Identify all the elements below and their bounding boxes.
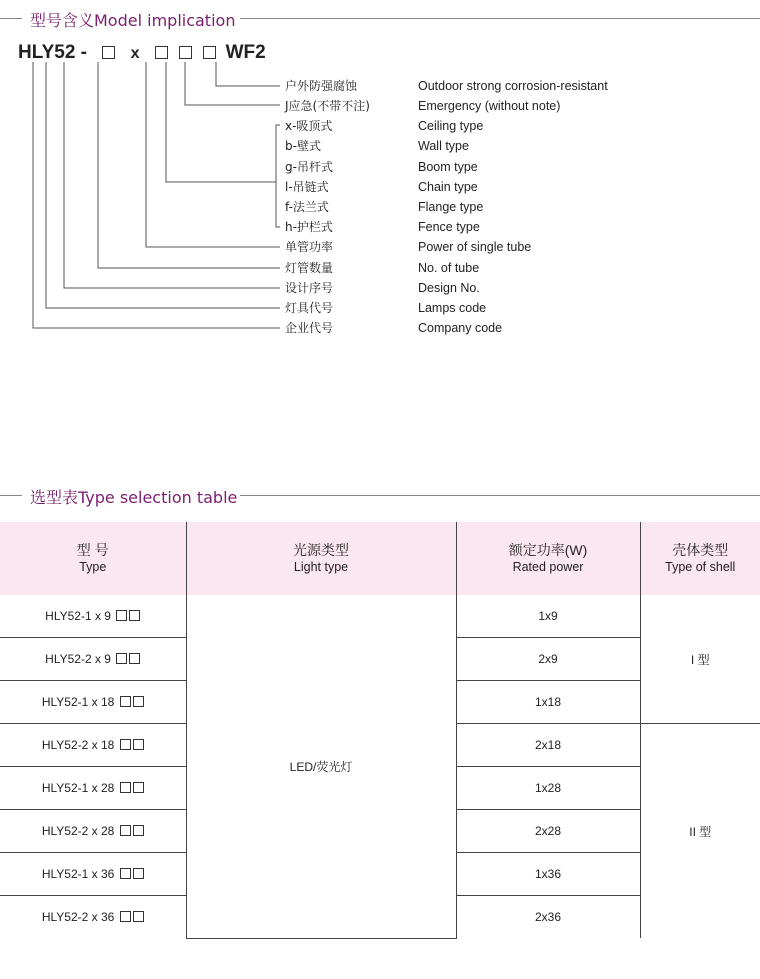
type-cell xyxy=(0,638,186,681)
item-cn: 灯管数量 xyxy=(285,261,334,275)
section-rule-right xyxy=(240,495,760,496)
shell-type-cell: II 型 xyxy=(689,824,712,839)
placeholder-box xyxy=(120,868,131,879)
placeholder-box xyxy=(133,868,144,879)
item-cn: 单管功率 xyxy=(285,240,334,254)
model-connector-lines xyxy=(0,0,760,350)
power-cell: 2x36 xyxy=(456,896,640,939)
item-cn: 企业代号 xyxy=(285,321,334,335)
type-cell xyxy=(0,810,186,853)
type-cell xyxy=(0,681,186,724)
type-cell xyxy=(0,724,186,767)
type-code: HLY52-2 x 18 xyxy=(41,738,115,752)
item-cn: g-吊杆式 xyxy=(285,160,333,174)
power-cell: 2x9 xyxy=(456,638,640,681)
item-en: Company code xyxy=(418,321,503,335)
type-cell xyxy=(0,767,186,810)
item-en: Outdoor strong corrosion-resistant xyxy=(418,79,608,93)
placeholder-box xyxy=(133,825,144,836)
selection-section-title: 选型表Type selection table xyxy=(30,488,238,507)
placeholder-box xyxy=(120,782,131,793)
item-en: Lamps code xyxy=(418,301,487,315)
power-cell: 1x28 xyxy=(456,767,640,810)
header-cn: 壳体类型 xyxy=(672,542,729,558)
item-en: Emergency (without note) xyxy=(418,99,561,113)
type-code: HLY52-1 x 9 xyxy=(45,609,111,623)
type-selection-table xyxy=(0,522,760,939)
placeholder-box xyxy=(120,911,131,922)
model-section-title: 型号含义Model implication xyxy=(30,11,236,30)
type-cell xyxy=(0,595,186,638)
header-cn: 光源类型 xyxy=(293,542,349,558)
item-cn: b-壁式 xyxy=(285,139,321,153)
model-code-suffix: WF2 xyxy=(225,42,266,63)
type-code: HLY52-1 x 18 xyxy=(41,695,115,709)
header-en: Light type xyxy=(293,560,349,574)
header-en: Type xyxy=(79,560,107,574)
type-cell xyxy=(0,896,186,939)
item-cn: f-法兰式 xyxy=(285,200,329,214)
section-rule-left xyxy=(0,495,22,496)
item-cn: x-吸顶式 xyxy=(285,119,333,133)
item-cn: l-吊链式 xyxy=(285,180,329,194)
header-cn: 型 号 xyxy=(76,542,109,558)
table-row xyxy=(0,595,760,638)
placeholder-box xyxy=(129,610,140,621)
power-cell: 1x9 xyxy=(456,595,640,638)
item-en: Fence type xyxy=(418,220,480,234)
item-en: No. of tube xyxy=(418,261,480,275)
item-en: Chain type xyxy=(418,180,478,194)
header-shell-type xyxy=(640,522,760,595)
power-cell: 2x28 xyxy=(456,810,640,853)
item-en: Design No. xyxy=(418,281,480,295)
power-cell: 1x36 xyxy=(456,853,640,896)
item-cn: J应急(不带不注) xyxy=(285,99,370,113)
power-cell: 2x18 xyxy=(456,724,640,767)
header-rated-power xyxy=(456,522,640,595)
placeholder-box xyxy=(133,911,144,922)
type-code: HLY52-1 x 28 xyxy=(41,781,115,795)
model-code-x: x xyxy=(130,45,140,62)
item-cn: 设计序号 xyxy=(285,281,334,295)
item-en: Flange type xyxy=(418,200,484,214)
placeholder-box xyxy=(116,653,127,664)
placeholder-box xyxy=(120,825,131,836)
model-code-prefix: HLY52 - xyxy=(18,42,87,63)
power-cell: 1x18 xyxy=(456,681,640,724)
placeholder-box xyxy=(116,610,127,621)
type-code: HLY52-2 x 36 xyxy=(41,910,115,924)
header-light-type xyxy=(186,522,456,595)
type-code: HLY52-2 x 9 xyxy=(45,652,111,666)
header-en: Rated power xyxy=(512,560,584,574)
item-cn: h-护栏式 xyxy=(285,220,333,234)
placeholder-box xyxy=(120,739,131,750)
item-en: Wall type xyxy=(418,139,469,153)
type-cell xyxy=(0,853,186,896)
item-en: Boom type xyxy=(418,160,478,174)
placeholder-box xyxy=(133,739,144,750)
placeholder-box xyxy=(133,696,144,707)
item-cn: 户外防强腐蚀 xyxy=(285,79,358,93)
type-code: HLY52-2 x 28 xyxy=(41,824,115,838)
placeholder-box xyxy=(120,696,131,707)
table-header-row xyxy=(0,522,760,595)
placeholder-box xyxy=(133,782,144,793)
type-code: HLY52-1 x 36 xyxy=(41,867,115,881)
shell-type-cell: I 型 xyxy=(640,595,760,724)
header-cn: 额定功率(W) xyxy=(508,542,588,558)
item-cn: 灯具代号 xyxy=(285,301,334,315)
item-en: Ceiling type xyxy=(418,119,484,133)
header-en: Type of shell xyxy=(665,560,736,574)
item-en: Power of single tube xyxy=(418,240,532,254)
header-type xyxy=(0,522,186,595)
light-type-cell: LED/荧光灯 xyxy=(186,595,456,938)
placeholder-box xyxy=(129,653,140,664)
